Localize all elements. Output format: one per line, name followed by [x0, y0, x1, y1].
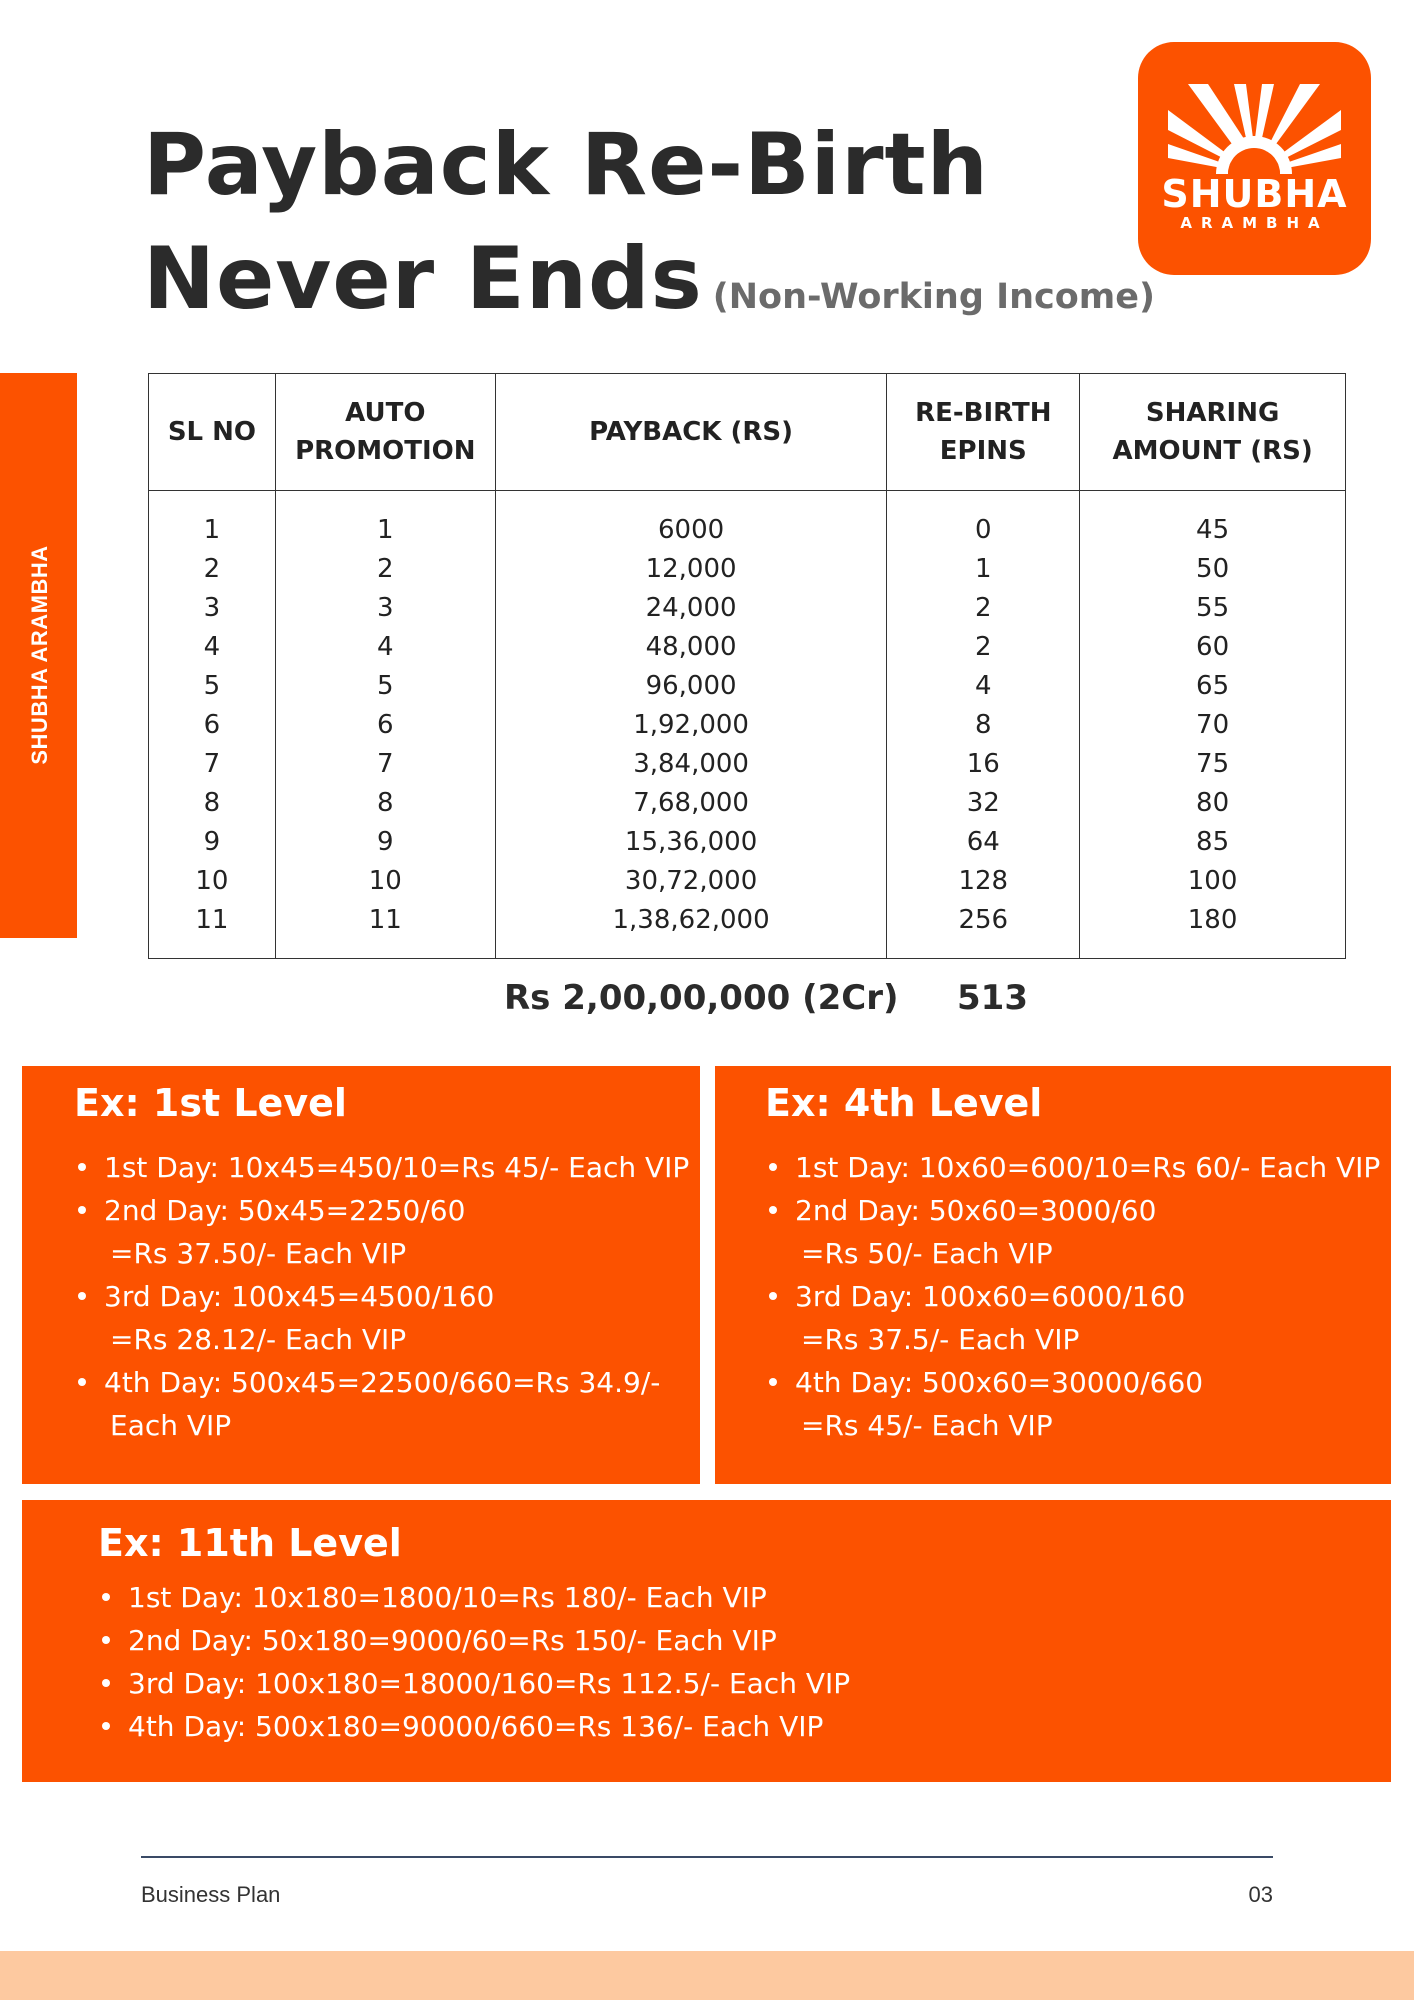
table-cell: 180 — [1080, 901, 1346, 959]
table-cell: 32 — [887, 784, 1080, 823]
table-cell: 12,000 — [495, 550, 887, 589]
list-item — [74, 1146, 700, 1189]
list-item — [765, 1146, 1391, 1189]
list-item-text: 4th Day: 500x45=22500/660=Rs 34.9/- — [104, 1366, 661, 1399]
table-header — [149, 374, 1346, 491]
table-cell: 5 — [149, 667, 276, 706]
list-item — [98, 1662, 1391, 1705]
table-row — [149, 862, 1346, 901]
list-item-text: =Rs 45/- Each VIP — [801, 1409, 1053, 1442]
table-cell: 48,000 — [495, 628, 887, 667]
table-header-text: AMOUNT (RS) — [1112, 436, 1313, 466]
table-row — [149, 589, 1346, 628]
table-cell: 8 — [275, 784, 495, 823]
table-header-text: RE-BIRTH — [915, 398, 1052, 428]
total-payback: Rs 2,00,00,000 (2Cr) — [504, 978, 899, 1018]
table-cell: 6000 — [495, 491, 887, 551]
table-row — [149, 491, 1346, 551]
list-item-text: 3rd Day: 100x60=6000/160 — [795, 1280, 1186, 1313]
list-item-text: =Rs 37.50/- Each VIP — [110, 1237, 407, 1270]
table-header-text: SL NO — [167, 417, 257, 447]
footer-divider — [141, 1856, 1273, 1858]
table-cell: 4 — [149, 628, 276, 667]
table-header-text: AUTO — [345, 398, 426, 428]
total-epins: 513 — [957, 978, 1028, 1018]
page-title — [143, 108, 1155, 354]
footer-label: Business Plan — [141, 1882, 281, 1907]
table-header-cell — [149, 374, 276, 491]
list-item — [74, 1275, 700, 1361]
table-cell: 50 — [1080, 550, 1346, 589]
payback-table — [148, 373, 1346, 959]
list-item — [74, 1189, 700, 1275]
list-item-text: 4th Day: 500x60=30000/660 — [795, 1366, 1204, 1399]
table-header-cell — [1080, 374, 1346, 491]
example-1st-level — [22, 1066, 700, 1484]
table-cell: 7,68,000 — [495, 784, 887, 823]
table-row — [149, 784, 1346, 823]
table-row — [149, 667, 1346, 706]
table-cell: 60 — [1080, 628, 1346, 667]
table-row — [149, 628, 1346, 667]
table-cell: 9 — [275, 823, 495, 862]
table-cell: 8 — [149, 784, 276, 823]
example-11th-level-list — [98, 1576, 1391, 1748]
list-item — [98, 1705, 1391, 1748]
side-tab-label: SHUBHA ARAMBHA — [27, 545, 52, 765]
list-item — [98, 1619, 1391, 1662]
brand-logo — [1138, 42, 1371, 275]
title-line-1: Payback Re-Birth — [143, 115, 989, 215]
list-item-text: 1st Day: 10x180=1800/10=Rs 180/- Each VIP — [128, 1581, 767, 1614]
table-header-text: PROMOTION — [295, 436, 476, 466]
list-item-text: Each VIP — [110, 1409, 232, 1442]
list-item — [765, 1275, 1391, 1361]
table-cell: 2 — [275, 550, 495, 589]
table-cell: 65 — [1080, 667, 1346, 706]
table-cell: 100 — [1080, 862, 1346, 901]
table-header-text: SHARING — [1145, 398, 1280, 428]
table-cell: 3 — [275, 589, 495, 628]
example-4th-level-title: Ex: 4th Level — [765, 1081, 1043, 1125]
list-item-text: 2nd Day: 50x180=9000/60=Rs 150/- Each VIP — [128, 1624, 777, 1657]
table-row — [149, 745, 1346, 784]
example-4th-level-list — [765, 1146, 1391, 1447]
page-subtitle: (Non-Working Income) — [712, 277, 1155, 317]
table-cell: 55 — [1080, 589, 1346, 628]
table-header-text: EPINS — [939, 436, 1027, 466]
table-cell: 8 — [887, 706, 1080, 745]
table-cell: 10 — [275, 862, 495, 901]
example-1st-level-title: Ex: 1st Level — [74, 1081, 347, 1125]
example-4th-level — [715, 1066, 1391, 1484]
table-header-cell — [887, 374, 1080, 491]
list-item-text: 1st Day: 10x45=450/10=Rs 45/- Each VIP — [104, 1151, 690, 1184]
table-cell: 1 — [275, 491, 495, 551]
table-cell: 64 — [887, 823, 1080, 862]
list-item-text: 2nd Day: 50x60=3000/60 — [795, 1194, 1157, 1227]
table-cell: 9 — [149, 823, 276, 862]
table-row — [149, 823, 1346, 862]
table-cell: 128 — [887, 862, 1080, 901]
table-cell: 2 — [887, 589, 1080, 628]
list-item-text: =Rs 50/- Each VIP — [801, 1237, 1053, 1270]
list-item-text: =Rs 37.5/- Each VIP — [801, 1323, 1080, 1356]
table-cell: 11 — [149, 901, 276, 959]
list-item-text: 2nd Day: 50x45=2250/60 — [104, 1194, 466, 1227]
table-cell: 45 — [1080, 491, 1346, 551]
table-cell: 11 — [275, 901, 495, 959]
table-cell: 16 — [887, 745, 1080, 784]
table-cell: 96,000 — [495, 667, 887, 706]
table-cell: 80 — [1080, 784, 1346, 823]
table-cell: 75 — [1080, 745, 1346, 784]
logo-name: SHUBHA — [1161, 172, 1348, 216]
table-header-cell — [495, 374, 887, 491]
table-cell: 0 — [887, 491, 1080, 551]
table-cell: 6 — [149, 706, 276, 745]
table-cell: 3 — [149, 589, 276, 628]
list-item — [765, 1189, 1391, 1275]
table-row — [149, 550, 1346, 589]
table-cell: 30,72,000 — [495, 862, 887, 901]
table-cell: 85 — [1080, 823, 1346, 862]
list-item — [765, 1361, 1391, 1447]
list-item — [98, 1576, 1391, 1619]
table-cell: 10 — [149, 862, 276, 901]
example-1st-level-list — [74, 1146, 700, 1447]
list-item-text: 3rd Day: 100x45=4500/160 — [104, 1280, 495, 1313]
table-header-cell — [275, 374, 495, 491]
table-row — [149, 901, 1346, 959]
table-body — [149, 491, 1346, 959]
table-cell: 256 — [887, 901, 1080, 959]
table-cell: 2 — [149, 550, 276, 589]
table-cell: 1,92,000 — [495, 706, 887, 745]
table-cell: 3,84,000 — [495, 745, 887, 784]
example-11th-level — [22, 1500, 1391, 1782]
table-cell: 4 — [887, 667, 1080, 706]
sunrise-icon — [1168, 84, 1341, 174]
table-header-text: PAYBACK (RS) — [589, 417, 794, 447]
table-cell: 1,38,62,000 — [495, 901, 887, 959]
table-cell: 4 — [275, 628, 495, 667]
table-cell: 1 — [149, 491, 276, 551]
list-item-text: 1st Day: 10x60=600/10=Rs 60/- Each VIP — [795, 1151, 1381, 1184]
table-cell: 15,36,000 — [495, 823, 887, 862]
table-row — [149, 706, 1346, 745]
table-cell: 7 — [149, 745, 276, 784]
logo-subname: ARAMBHA — [1180, 214, 1329, 232]
page-number: 03 — [1248, 1882, 1273, 1907]
side-tab — [0, 373, 77, 938]
title-line-2-text: Never Ends — [143, 229, 703, 329]
table-cell: 70 — [1080, 706, 1346, 745]
table-cell: 5 — [275, 667, 495, 706]
list-item-text: =Rs 28.12/- Each VIP — [110, 1323, 407, 1356]
table-cell: 1 — [887, 550, 1080, 589]
table-cell: 24,000 — [495, 589, 887, 628]
list-item-text: 3rd Day: 100x180=18000/160=Rs 112.5/- Each VIP — [128, 1667, 851, 1700]
table-cell: 7 — [275, 745, 495, 784]
example-11th-level-title: Ex: 11th Level — [98, 1521, 402, 1565]
list-item-text: 4th Day: 500x180=90000/660=Rs 136/- Each VIP — [128, 1710, 824, 1743]
bottom-band — [0, 1951, 1414, 2000]
table-cell: 2 — [887, 628, 1080, 667]
title-line-2 — [143, 222, 1155, 354]
list-item — [74, 1361, 700, 1447]
table-cell: 6 — [275, 706, 495, 745]
